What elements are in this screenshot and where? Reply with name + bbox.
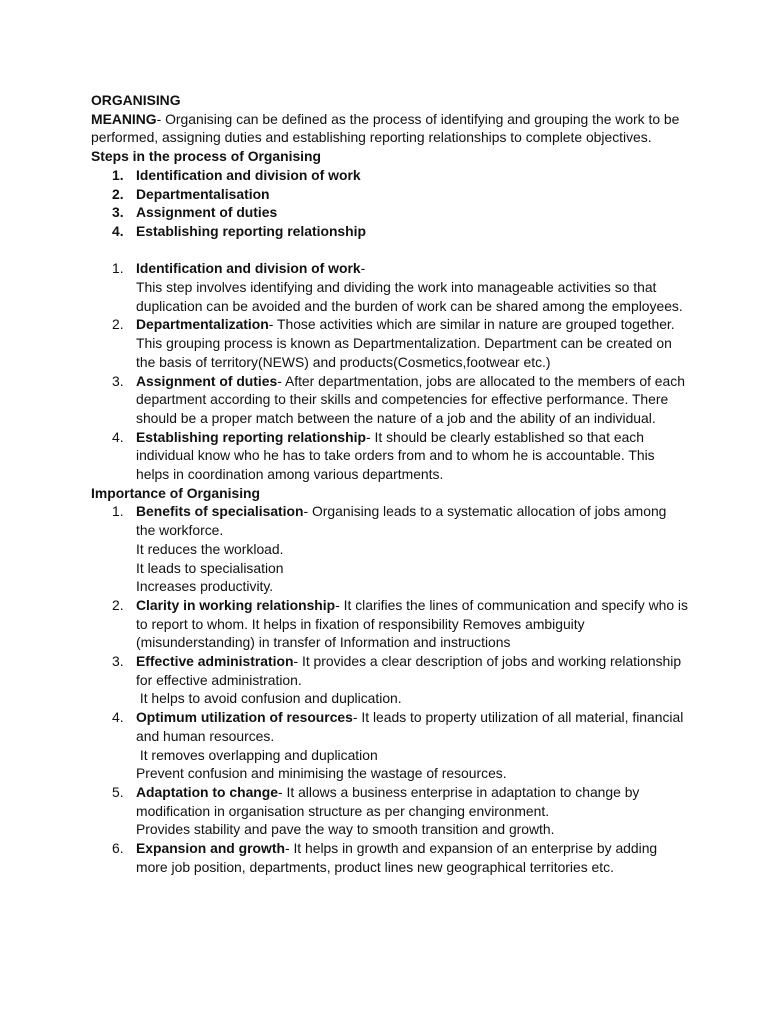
list-item: [91, 502, 688, 596]
item-line: Increases productivity.: [136, 578, 274, 595]
item-text: -: [360, 260, 366, 277]
item-line: Prevent confusion and minimising the wastage of resources.: [136, 765, 507, 782]
list-item: [91, 203, 688, 222]
item-number: 2.: [112, 185, 124, 202]
item-label: Establishing reporting relationship: [136, 222, 366, 239]
list-item: [91, 652, 688, 708]
item-label: Departmentalization: [136, 316, 269, 333]
item-number: 3.: [112, 372, 124, 389]
item-number: 2.: [112, 316, 124, 333]
doc-title: ORGANISING: [91, 92, 181, 108]
item-line: Provides stability and pave the way to smooth transition and growth.: [136, 821, 555, 838]
item-label: Assignment of duties: [136, 204, 278, 221]
meaning-label: MEANING: [91, 110, 157, 127]
item-text: - It allows a business enterprise in adaptation to change by modification in organisation structure as per changing environment.: [136, 784, 640, 819]
item-text: - It should be clearly established so that each individual know who he has to take orders from and to whom he is accountable. This helps in coordination among various departments.: [136, 428, 655, 483]
item-text: - Organising leads to a systematic allocation of jobs among the workforce.: [136, 503, 667, 539]
list-item: [91, 166, 688, 185]
item-number: 3.: [112, 653, 124, 670]
item-text: - It clarifies the lines of communication and specify who is to report to whom. It helps in fixation of responsibility Removes ambiguity (misunderstanding) in transfer of Information and instructions: [136, 596, 688, 651]
list-item: [91, 596, 688, 652]
item-number: 1.: [112, 503, 124, 520]
item-number: 1.: [112, 166, 124, 183]
details-list: [91, 259, 688, 483]
item-label: Identification and division of work: [136, 166, 361, 183]
item-label: Effective administration: [136, 653, 294, 670]
item-line: It removes overlapping and duplication: [136, 746, 378, 763]
item-label: Identification and division of work: [136, 260, 361, 277]
importance-heading: Importance of Organising: [91, 484, 261, 501]
item-text: - After departmentation, jobs are allocated to the members of each department according to their skills and competencies for effective performance. There should be a proper match between the nature of a job and the ability of an individual.: [136, 372, 685, 426]
item-label: Departmentalisation: [136, 185, 270, 202]
list-item: [91, 708, 688, 783]
item-line: This step involves identifying and dividing the work into manageable activities so that duplication can be avoided and the burden of work can be shared among the employees.: [136, 279, 683, 314]
item-line: It helps to avoid confusion and duplication.: [136, 690, 402, 707]
item-label: Adaptation to change: [136, 784, 278, 800]
item-number: 4.: [112, 709, 124, 726]
item-number: 3.: [112, 204, 124, 221]
steps-heading: Steps in the process of Organising: [91, 148, 322, 165]
item-number: 6.: [112, 840, 124, 857]
list-item: [91, 185, 688, 204]
list-item: [91, 222, 688, 241]
list-item: [91, 428, 688, 484]
item-label: Benefits of specialisation: [136, 503, 304, 520]
list-item: [91, 259, 688, 315]
item-label: Clarity in working relationship: [136, 596, 336, 613]
meaning-paragraph: [91, 110, 688, 147]
meaning-text: - Organising can be defined as the process of identifying and grouping the work to be performed, assigning duties and establishing reporting relationships to complete objectives.: [91, 110, 680, 146]
list-item: [91, 839, 688, 876]
item-number: 5.: [112, 784, 124, 800]
list-item: [91, 783, 688, 839]
item-label: Establishing reporting relationship: [136, 428, 366, 445]
item-text: - It helps in growth and expansion of an enterprise by adding more job position, departments, product lines new geographical territories etc.: [136, 840, 658, 875]
item-number: 4.: [112, 222, 124, 239]
item-text: - It provides a clear description of jobs and working relationship for effective administration.: [136, 653, 682, 688]
item-number: 4.: [112, 428, 124, 445]
item-label: Optimum utilization of resources: [136, 709, 353, 726]
item-line: It leads to specialisation: [136, 559, 284, 576]
item-label: Expansion and growth: [136, 840, 285, 857]
item-text: - Those activities which are similar in nature are grouped together. This grouping process is known as Departmentalization. Department can be created on the basis of territory(NEWS) and products(Cosmetics,footwear etc.): [136, 316, 675, 370]
item-text: - It leads to property utilization of all material, financial and human resources.: [136, 709, 684, 744]
importance-list: [91, 502, 688, 876]
spacer: [91, 241, 688, 260]
list-item: [91, 315, 688, 371]
item-label: Assignment of duties: [136, 372, 278, 389]
steps-list: [91, 166, 688, 241]
item-line: It reduces the workload.: [136, 540, 284, 557]
item-number: 1.: [112, 260, 124, 277]
list-item: [91, 372, 688, 428]
item-number: 2.: [112, 596, 124, 613]
